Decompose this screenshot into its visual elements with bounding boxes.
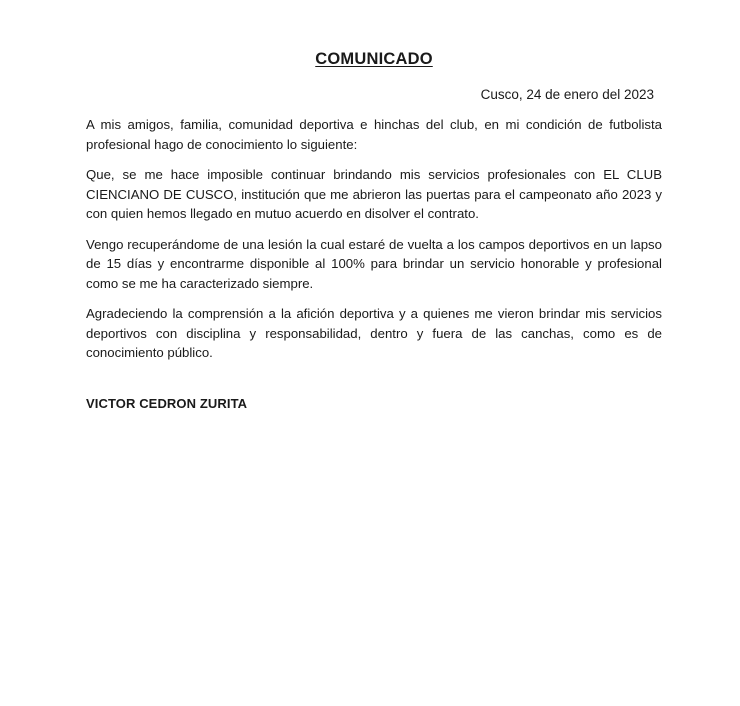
- signature-name: VICTOR CEDRON ZURITA: [86, 396, 248, 411]
- paragraph-thanks: Agradeciendo la comprensión a la afición deportiva y a quienes me vieron brindar mis servicios deportivos con disciplina y responsabilidad, dentro y fuera de las canchas, como es de conocimiento público.: [86, 306, 662, 360]
- document-title: COMUNICADO: [315, 50, 433, 68]
- document-date: Cusco, 24 de enero del 2023: [480, 87, 654, 102]
- document-body: [86, 115, 662, 374]
- paragraph-injury: Vengo recuperándome de una lesión la cual estaré de vuelta a los campos deportivos en un lapso de 15 días y encontrarme disponible al 100% para brindar un servicio honorable y profesional como se me ha caracterizado siempre.: [86, 236, 662, 291]
- paragraph-greeting: A mis amigos, familia, comunidad deportiva e hinchas del club, en mi condición de futbolista profesional hago de conocimiento lo siguiente:: [86, 117, 662, 152]
- paragraph-announcement: Que, se me hace imposible continuar brindando mis servicios profesionales con EL CLUB CIENCIANO DE CUSCO, institución que me abrieron las puertas para el campeonato año 2023 y con quien hemos llegado en mutuo acuerdo en disolver el contrato.: [86, 167, 662, 221]
